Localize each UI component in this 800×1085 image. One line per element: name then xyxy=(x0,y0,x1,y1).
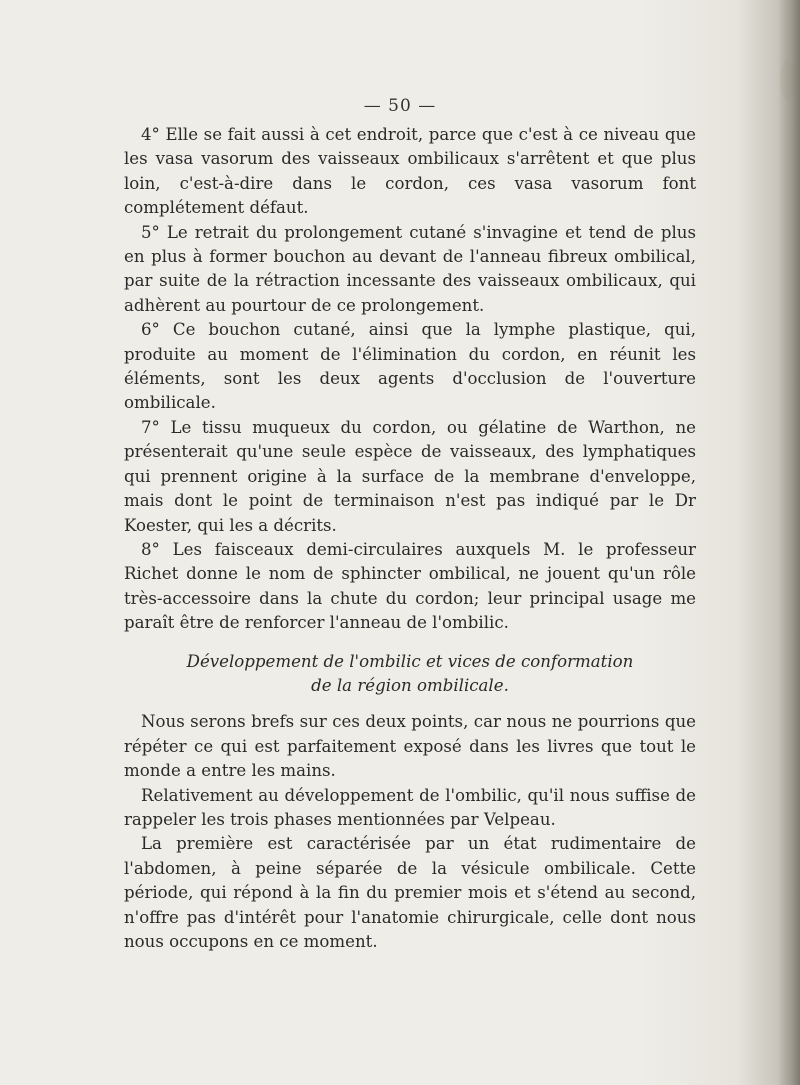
paragraph-point-7: 7° Le tissu muqueux du cordon, ou gélatine de Warthon, ne présenterait qu'une seule espèce de vaisseaux, des lymphatiques qui prennent origine à la surface de la membrane d'enveloppe, mais dont le point de terminaison n'est pas indiqué par le Dr Koester, qui les a décrits. xyxy=(124,417,696,535)
section-heading-line-2: de la région ombilicale. xyxy=(311,675,509,695)
paragraph-premiere-phase: La première est caractérisée par un état rudimentaire de l'abdomen, à peine séparée de la vésicule ombilicale. Cette période, qui répond à la fin du premier mois et s'étend au second, n'offre pas d'intérêt pour l'anatomie chirurgicale, celle dont nous nous occupons en ce moment. xyxy=(124,834,696,951)
paragraph-point-4: 4° Elle se fait aussi à cet endroit, parce que c'est à ce niveau que les vasa vasorum des vaisseaux ombilicaux s'arrêtent et que plus loin, c'est-à-dire dans le cordon, ces vasa vasorum font complétement défaut. xyxy=(124,125,696,218)
section-heading xyxy=(124,650,696,699)
paragraph-point-6: 6° Ce bouchon cutané, ainsi que la lymphe plastique, qui, produite au moment de l'élimination du cordon, en réunit les éléments, sont les deux agents d'occlusion de l'ouverture ombilicale. xyxy=(124,320,696,413)
page-number: — 50 — xyxy=(363,96,437,116)
paragraph-brefs: Nous serons brefs sur ces deux points, car nous ne pourrions que répéter ce qui est parfaitement exposé dans les livres que tout le monde a entre les mains. xyxy=(124,712,696,781)
paragraph-developpement: Relativement au développement de l'ombilic, qu'il nous suffise de rappeler les trois phases mentionnées par Velpeau. xyxy=(124,785,696,829)
paragraph-point-8: 8° Les faisceaux demi-circulaires auxquels M. le professeur Richet donne le nom de sphincter ombilical, ne jouent qu'un rôle très-accessoire dans la chute du cordon; leur principal usage me paraît être de renforcer l'anneau de l'ombilic. xyxy=(124,539,696,633)
paragraph-point-5: 5° Le retrait du prolongement cutané s'invagine et tend de plus en plus à former bouchon au devant de l'anneau fibreux ombilical, par suite de la rétraction incessante des vaisseaux ombilicaux, qui adhèrent au pourtour de ce prolongement. xyxy=(124,222,696,315)
page-edge-shadow xyxy=(778,0,800,1085)
page-text xyxy=(124,123,696,954)
section-heading-line-1: Développement de l'ombilic et vices de conformation xyxy=(186,651,634,671)
